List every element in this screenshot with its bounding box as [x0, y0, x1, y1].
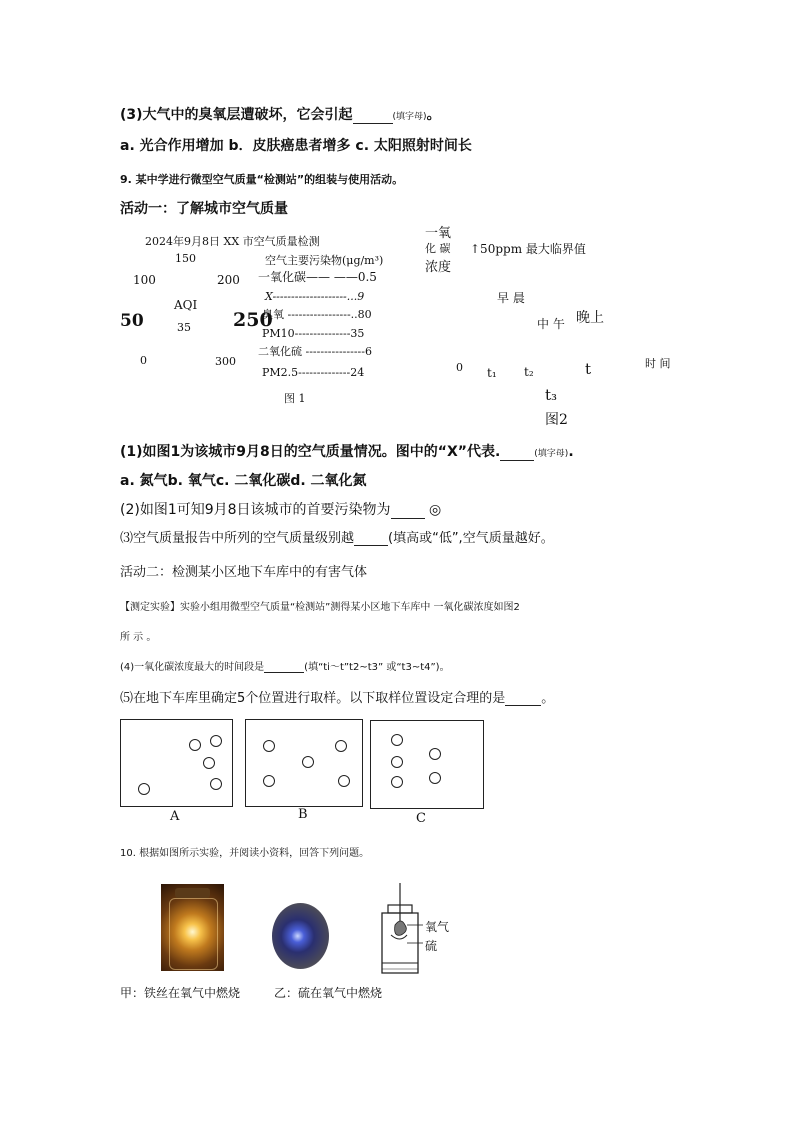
- answer-blank[interactable]: [500, 446, 534, 461]
- experiment-text-line2: 所 示 。: [120, 632, 157, 643]
- pollutant-row-x: X--------------------...9: [265, 290, 365, 303]
- sample-point: [429, 772, 441, 784]
- question-end: 。: [541, 691, 555, 706]
- answer-blank[interactable]: [391, 504, 425, 519]
- activity-1-heading: 活动一：了解城市空气质量: [120, 201, 288, 217]
- fig2-morning-label: 早 晨: [497, 291, 525, 305]
- gauge-label-100: 100: [133, 273, 156, 287]
- answer-blank[interactable]: [353, 109, 393, 124]
- label-oxygen: 氧气: [425, 920, 450, 934]
- answer-blank[interactable]: [505, 691, 541, 706]
- pollutant-title: 空气主要污染物(μg/m³): [265, 254, 384, 267]
- gauge-value: 35: [177, 321, 191, 334]
- sample-point: [263, 740, 275, 752]
- pollutant-row-pm10: PM10---------------35: [262, 327, 365, 340]
- question-3: [120, 104, 441, 124]
- question-3-text: (3)大气中的臭氧层遭破坏，它会引起: [120, 107, 353, 123]
- fig2-noon-label: 中 午: [537, 317, 565, 331]
- question-9-4: [120, 658, 450, 673]
- question-3-options: a. 光合作用增加 b．皮肤癌患者增多 c. 太阳照射时间长: [120, 138, 472, 154]
- sample-point: [391, 776, 403, 788]
- pollutant-row-co: 一氧化碳—— ——0.5: [258, 270, 377, 284]
- sample-point: [210, 735, 222, 747]
- sample-point: [391, 734, 403, 746]
- pollutant-row-ozone: 臭氧 -----------------..80: [262, 308, 372, 321]
- sampling-box-b: [245, 719, 363, 807]
- fig1-header: 2024年9月8日 XX 市空气质量检测: [145, 235, 320, 248]
- gauge-label-250: 250: [233, 309, 273, 331]
- pollutant-row-pm25: PM2.5--------------24: [262, 366, 365, 379]
- sample-point: [189, 739, 201, 751]
- figure-1-caption: 图 1: [284, 392, 306, 405]
- question-9-3: [120, 527, 554, 546]
- fig2-ylabel-line3: 浓度: [425, 260, 452, 275]
- sulfur-jar-diagram: [373, 883, 463, 975]
- sample-point: [335, 740, 347, 752]
- question-9-2: [120, 499, 441, 519]
- box-label-b: B: [298, 807, 308, 822]
- sample-point: [302, 756, 314, 768]
- gauge-label-aqi: AQI: [174, 298, 198, 312]
- question-9-4-text: (4)一氧化碳浓度最大的时间段是: [120, 662, 265, 673]
- box-label-c: C: [416, 811, 426, 826]
- box-label-a: A: [170, 809, 180, 824]
- label-sulfur: 硫: [425, 939, 438, 953]
- sample-point: [429, 748, 441, 760]
- question-end: (填高或“低”,空气质量越好。: [388, 531, 554, 546]
- gauge-label-50: 50: [120, 311, 144, 331]
- fig2-tick-t3: t₃: [545, 386, 558, 404]
- question-9-1-text: (1)如图1为该城市9月8日的空气质量情况。图中的“X”代表.: [120, 444, 501, 460]
- question-9-5: [120, 687, 554, 706]
- fill-note: (填字母): [392, 112, 427, 122]
- question-10-title: 10. 根据如图所示实验，并阅读小资料，回答下列问题。: [120, 848, 370, 859]
- question-9-3-text: ⑶空气质量报告中所列的空气质量级别越: [120, 531, 355, 546]
- sample-point: [391, 756, 403, 768]
- fig2-origin: 0: [456, 361, 463, 374]
- fig2-evening-label: 晚上: [576, 310, 604, 326]
- activity-2-heading: 活动二：检测某小区地下车库中的有害气体: [120, 565, 368, 580]
- sample-point: [203, 757, 215, 769]
- fig2-limit-label: ↑50ppm 最大临界值: [470, 242, 586, 256]
- sample-point: [138, 783, 150, 795]
- question-end: ◎: [424, 502, 442, 518]
- question-end: 。: [426, 107, 441, 123]
- gauge-label-200: 200: [217, 273, 240, 287]
- pollutant-row-so2: 二氧化硫 ----------------6: [258, 345, 372, 358]
- sample-point: [338, 775, 350, 787]
- fill-note: (填字母): [534, 449, 569, 459]
- question-end: (填“ti～t”t2~t3” 或“t3~t4”)。: [304, 662, 450, 673]
- answer-blank[interactable]: [354, 531, 388, 546]
- iron-burning-photo: [161, 884, 224, 971]
- sulfur-burning-photo: [272, 903, 329, 969]
- fig2-ylabel-line2: 化 碳: [425, 242, 451, 255]
- question-9-1-options: a. 氮气b. 氧气c. 二氧化碳d. 二氧化氮: [120, 473, 367, 489]
- experiment-text-line1: 【测定实验】实验小组用微型空气质量“检测站”测得某小区地下车库中 一氧化碳浓度如图2: [120, 602, 520, 613]
- fig2-tick-t2: t₂: [524, 365, 534, 379]
- gauge-label-150: 150: [175, 252, 196, 265]
- figure-2-caption: 图2: [545, 412, 568, 428]
- sampling-box-a: [120, 719, 233, 807]
- sampling-box-c: [370, 720, 484, 809]
- sample-point: [263, 775, 275, 787]
- fig2-axis-time-label: 时 间: [645, 357, 671, 370]
- caption-yi: 乙：硫在氧气中燃烧: [274, 986, 383, 1000]
- question-end: .: [568, 444, 574, 460]
- fig2-ylabel-line1: 一氧: [425, 226, 452, 241]
- fig2-axis-t: t: [585, 360, 592, 378]
- fig2-tick-t1: t₁: [487, 366, 497, 380]
- question-9-1: [120, 441, 574, 461]
- question-9-title: 9. 某中学进行微型空气质量“检测站”的组装与使用活动。: [120, 173, 404, 186]
- gauge-label-300: 300: [215, 355, 236, 368]
- answer-blank[interactable]: [264, 661, 304, 673]
- gauge-label-0: 0: [140, 354, 147, 367]
- question-9-5-text: ⑸在地下车库里确定5个位置进行取样。以下取样位置设定合理的是: [120, 691, 506, 706]
- question-9-2-text: (2)如图1可知9月8日该城市的首要污染物为: [120, 502, 391, 518]
- sample-point: [210, 778, 222, 790]
- caption-jia: 甲：铁丝在氧气中燃烧: [120, 986, 241, 1000]
